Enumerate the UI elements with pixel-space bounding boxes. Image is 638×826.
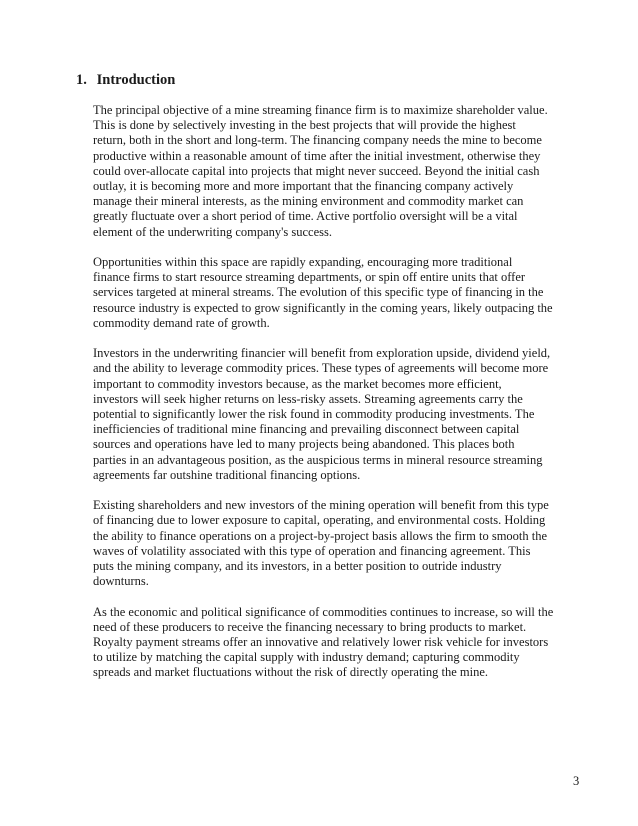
paragraph-line: services targeted at mineral streams. The evolution of this specific type of financing in the — [93, 285, 544, 300]
paragraph-line: commodity demand rate of growth. — [93, 315, 270, 330]
paragraph-line: important to commodity investors because, as the market becomes more efficient, — [93, 376, 502, 391]
paragraph-line: Royalty payment streams offer an innovative and relatively lower risk vehicle for investors — [93, 635, 549, 650]
paragraph-line: spreads and market fluctuations without the risk of directly operating the mine. — [93, 665, 489, 680]
paragraph-line: investors will seek higher returns on less-risky assets. Streaming agreements carry the — [93, 391, 523, 406]
section-body — [93, 103, 593, 696]
paragraph-line: the ability to finance operations on a project-by-project basis allows the firm to smooth the — [93, 528, 548, 543]
paragraph-line: element of the underwriting company's success. — [93, 224, 332, 239]
paragraph — [93, 103, 593, 240]
paragraph-line: Existing shareholders and new investors of the mining operation will benefit from this type — [93, 498, 549, 513]
paragraph-line: productive within a reasonable amount of time after the initial investment, otherwise they — [93, 148, 541, 163]
paragraph-line: The principal objective of a mine streaming finance firm is to maximize shareholder value. — [93, 103, 548, 117]
paragraph-line: This is done by selectively investing in the best projects that will provide the highest — [93, 118, 516, 133]
page-number: 3 — [573, 774, 580, 788]
paragraph-line: of financing due to lower exposure to capital, operating, and environmental costs. Holding — [93, 513, 546, 528]
paragraph-line: and the ability to leverage commodity prices. These types of agreements will become more — [93, 361, 549, 376]
paragraph-line: As the economic and political significance of commodities continues to increase, so will the — [93, 604, 554, 619]
paragraph — [93, 498, 593, 589]
paragraph-line: parties in an advantageous position, as the auspicious terms in mineral resource streaming — [93, 452, 543, 467]
paragraph-line: downturns. — [93, 574, 149, 589]
paragraph-line: waves of volatility associated with this type of operation and financing agreement. This — [93, 543, 531, 558]
section-number: 1. — [76, 72, 87, 88]
paragraph-line: manage their mineral interests, as the mining environment and commodity market can — [93, 194, 524, 209]
paragraph-line: puts the mining company, and its investors, in a better position to outride industry — [93, 559, 502, 574]
paragraph-line: need of these producers to receive the financing necessary to bring products to market. — [93, 619, 527, 634]
paragraph — [93, 255, 593, 331]
paragraph-line: finance firms to start resource streaming departments, or spin off entire units that offer — [93, 270, 526, 285]
paragraph-line: Opportunities within this space are rapidly expanding, encouraging more traditional — [93, 255, 513, 270]
paragraph-line: resource industry is expected to grow significantly in the coming years, likely outpacing the — [93, 300, 553, 315]
paragraph-line: Investors in the underwriting financier will benefit from exploration upside, dividend yield, — [93, 346, 551, 361]
paragraph-line: potential to significantly lower the risk found in commodity producing investments. The — [93, 407, 535, 422]
paragraph-line: to utilize by matching the capital supply with industry demand; capturing commodity — [93, 650, 520, 665]
paragraph-line: outlay, it is becoming more and more important that the financing company actively — [93, 179, 514, 194]
paragraph — [93, 605, 593, 681]
paragraph-line: inefficiencies of traditional mine financing and prevailing disconnect between capital — [93, 422, 520, 437]
paragraph — [93, 346, 593, 483]
paragraph-line: could over-allocate capital into projects that might never succeed. Beyond the initial cash — [93, 163, 540, 178]
paragraph-line: greatly fluctuate over a short period of time. Active portfolio oversight will be a vital — [93, 209, 518, 224]
paragraph-line: sources and operations have led to many projects being abandoned. This places both — [93, 437, 515, 452]
paragraph-line: agreements far outshine traditional financing options. — [93, 467, 361, 482]
paragraph-line: return, both in the short and long-term. The financing company needs the mine to become — [93, 133, 542, 148]
section-title: Introduction — [96, 72, 176, 88]
section-heading — [76, 72, 175, 89]
